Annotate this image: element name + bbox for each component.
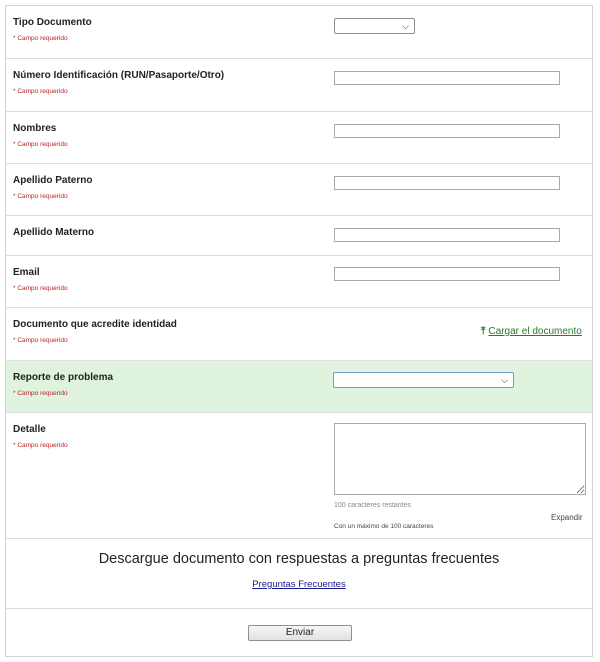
row-apellido-materno xyxy=(6,216,592,256)
upload-icon: ⤒ xyxy=(481,326,486,337)
row-reporte-problema xyxy=(6,361,592,413)
chevron-down-icon: ⌵ xyxy=(402,21,409,31)
row-numero-identificacion xyxy=(6,59,592,112)
max-characters-note: Con un máximo de 100 caracteres xyxy=(334,523,434,530)
nombres-input[interactable] xyxy=(334,124,560,138)
required-note: * Campo requerido xyxy=(13,88,68,95)
row-documento-identidad xyxy=(6,308,592,361)
row-submit xyxy=(6,609,592,657)
row-faq xyxy=(6,539,592,609)
documento-identidad-label: Documento que acredite identidad xyxy=(13,319,177,330)
upload-document-link[interactable] xyxy=(481,326,582,337)
tipo-documento-label: Tipo Documento xyxy=(13,17,92,28)
email-input[interactable] xyxy=(334,267,560,281)
tipo-documento-select[interactable] xyxy=(334,18,415,34)
submit-button[interactable]: Enviar xyxy=(248,625,352,641)
numero-identificacion-input[interactable] xyxy=(334,71,560,85)
row-detalle xyxy=(6,413,592,539)
required-note: * Campo requerido xyxy=(13,193,68,200)
row-tipo-documento xyxy=(6,6,592,59)
faq-link xyxy=(6,579,592,590)
reporte-problema-label: Reporte de problema xyxy=(13,372,114,383)
remaining-characters: 100 caracteres restantes xyxy=(334,502,412,509)
apellido-materno-input[interactable] xyxy=(334,228,560,242)
numero-identificacion-label: Número Identificación (RUN/Pasaporte/Otro) xyxy=(13,70,225,81)
required-note: * Campo requerido xyxy=(13,35,68,42)
apellido-materno-label: Apellido Materno xyxy=(13,227,95,238)
apellido-paterno-input[interactable] xyxy=(334,176,560,190)
required-note: * Campo requerido xyxy=(13,337,68,344)
faq-title: Descargue documento con respuestas a preguntas frecuentes xyxy=(98,551,500,567)
required-note: * Campo requerido xyxy=(13,285,68,292)
detalle-label: Detalle xyxy=(13,424,46,435)
reporte-problema-select[interactable] xyxy=(333,372,514,388)
apellido-paterno-label: Apellido Paterno xyxy=(13,175,93,186)
problem-report-form xyxy=(5,5,593,657)
expand-link[interactable]: Expandir xyxy=(551,513,583,522)
upload-document-label: Cargar el documento xyxy=(488,326,582,337)
row-apellido-paterno xyxy=(6,164,592,216)
chevron-down-icon: ⌵ xyxy=(501,375,508,385)
detalle-textarea[interactable] xyxy=(334,423,586,495)
nombres-label: Nombres xyxy=(13,123,57,134)
required-note: * Campo requerido xyxy=(13,390,68,397)
email-label: Email xyxy=(13,267,40,278)
required-note: * Campo requerido xyxy=(13,442,68,449)
required-note: * Campo requerido xyxy=(13,141,68,148)
row-nombres xyxy=(6,112,592,164)
row-email xyxy=(6,256,592,308)
faq-link-text[interactable]: Preguntas Frecuentes xyxy=(252,579,346,590)
